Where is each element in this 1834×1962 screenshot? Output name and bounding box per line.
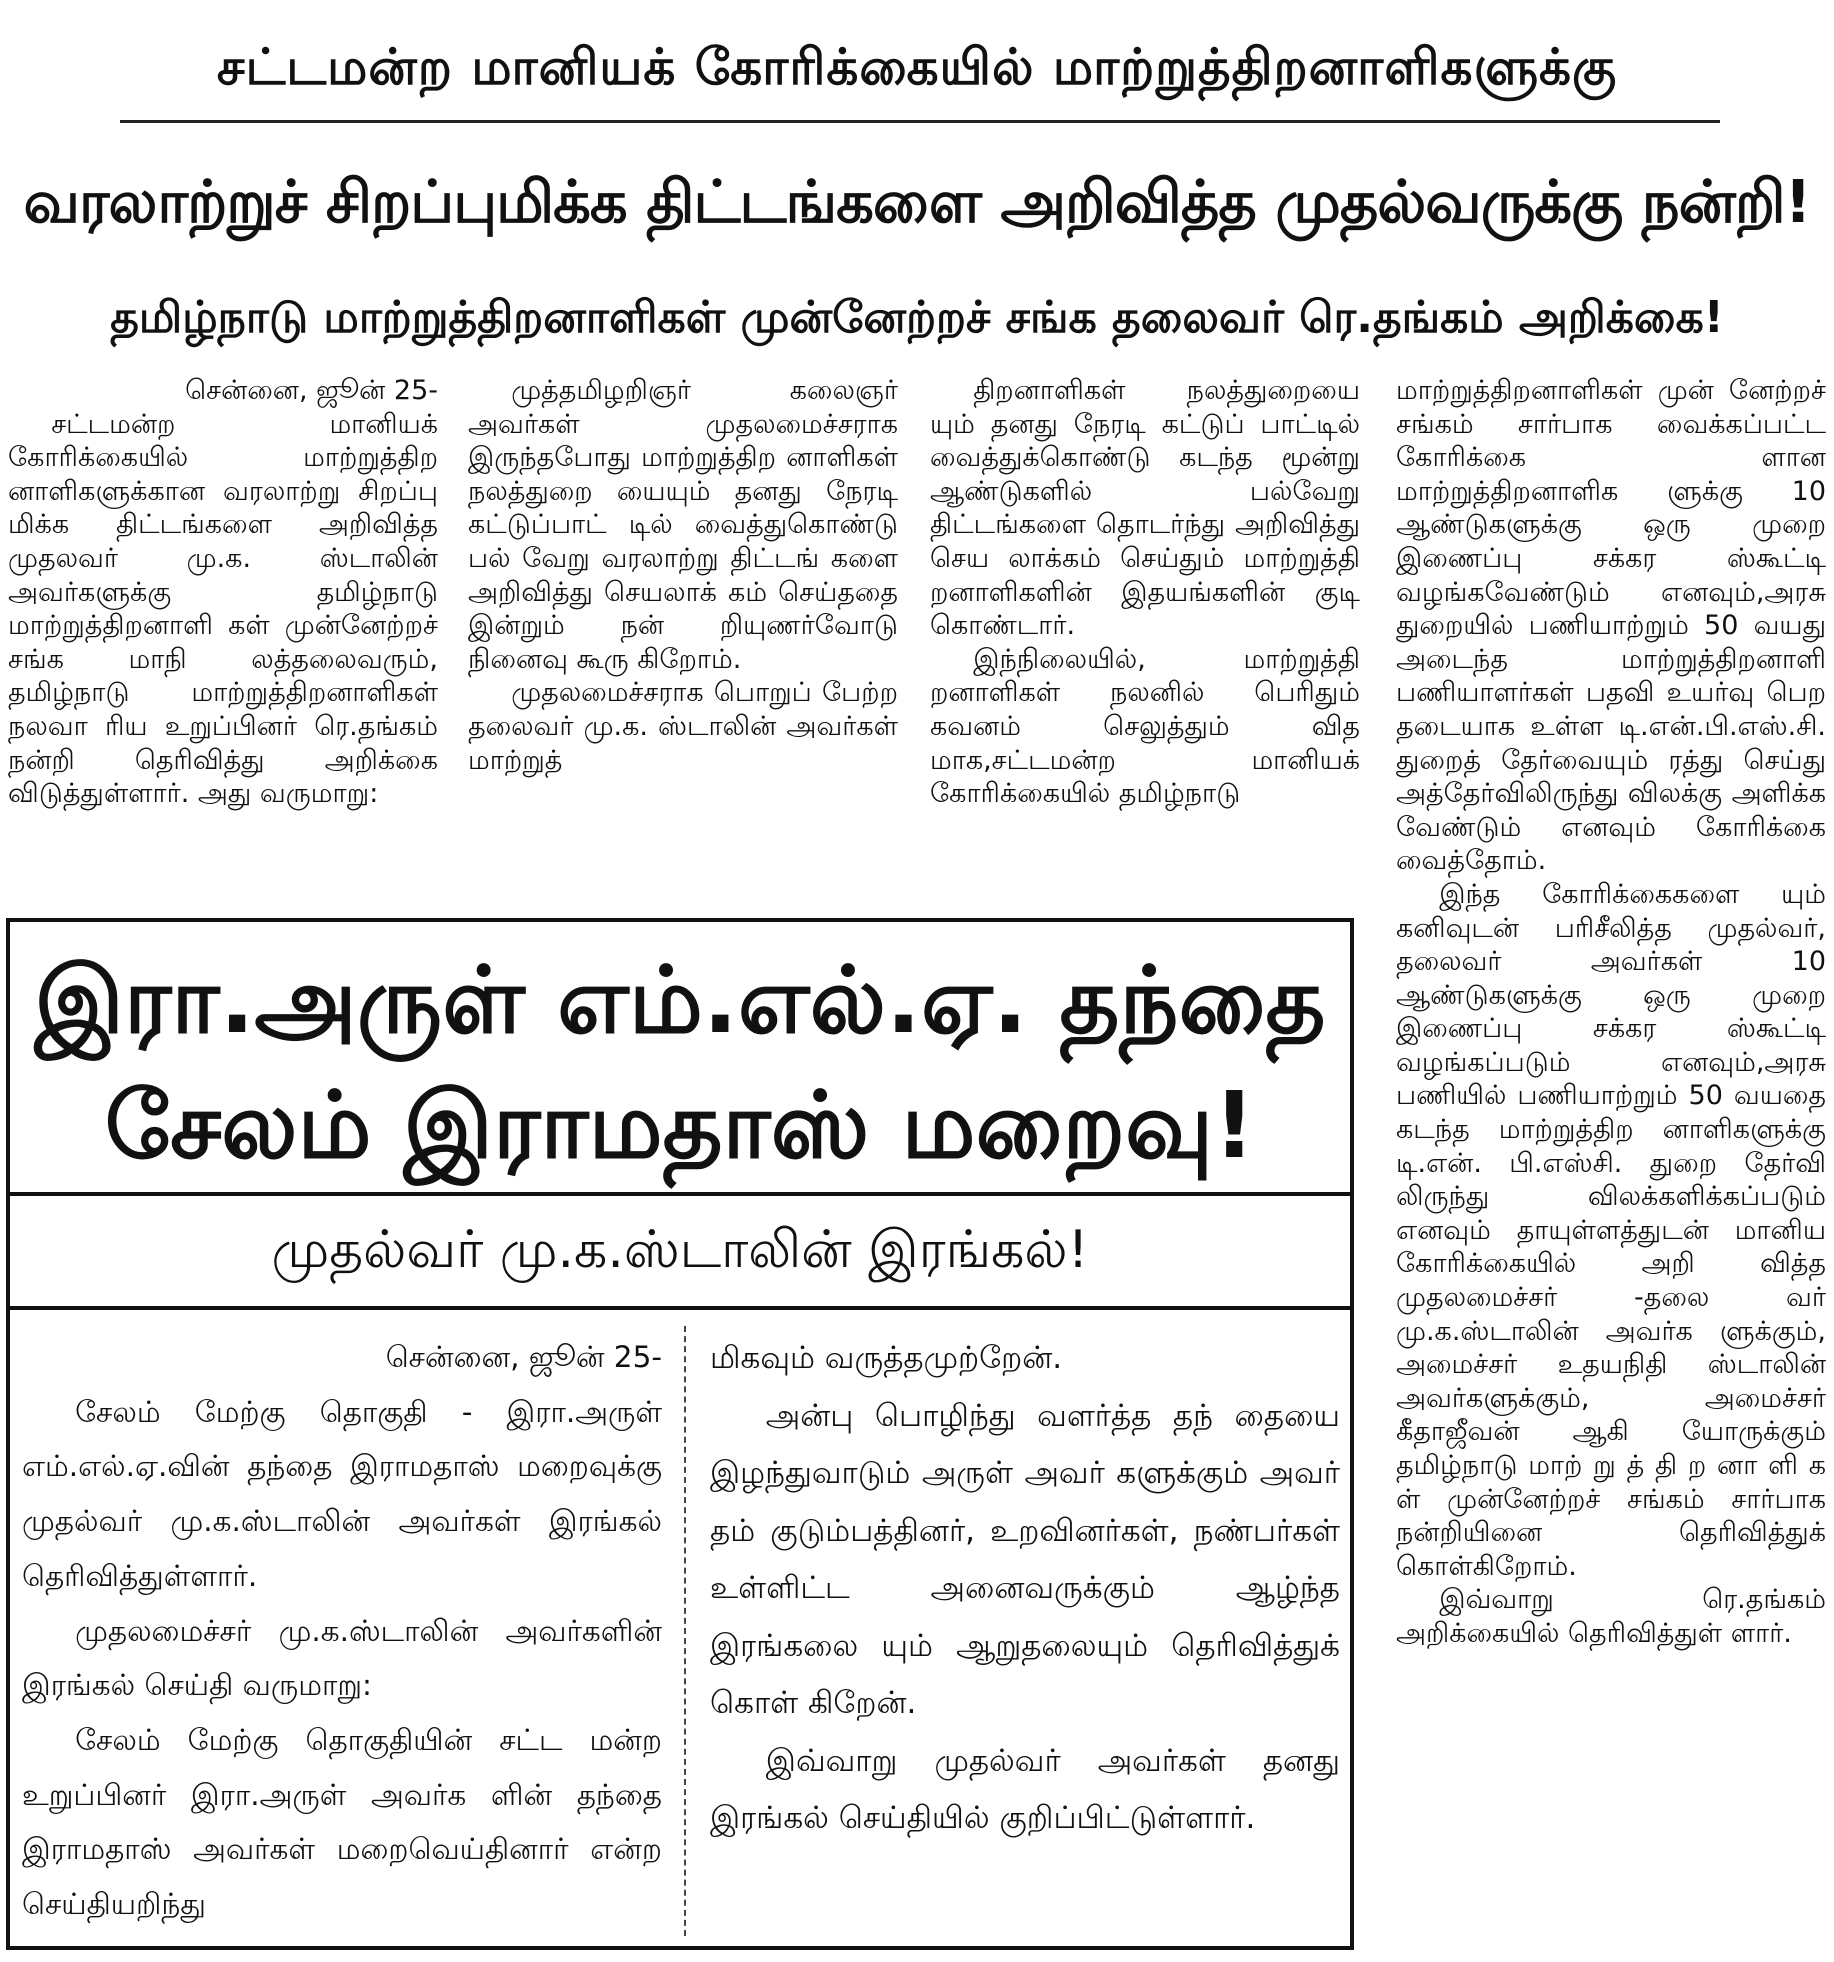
article-column-1 (8, 374, 438, 904)
obituary-title-line-1: இரா.அருள் எம்.எல்.ஏ. தந்தை (34, 947, 1326, 1054)
paragraph: மாற்றுத்திறனாளிகள் முன் னேற்றச் சங்கம் சார்பாக வைக்கப்பட்ட கோரிக்கை ளான மாற்றுத்திறனாளிக ளுக்கு 10 ஆண்டுகளுக்கு ஒரு முறை இணைப்பு சக்கர ஸ்கூட்டி வழங்கவேண்டும் எனவும்,அரசு துறையில் பணியாற்றும் 50 வயது அடைந்த மாற்றுத்திறனாளி பணியாளர்கள் பதவி உயர்வு பெற தடையாக உள்ள டி.என்.பி.எஸ்.சி. துறைத் தேர்வையும் ரத்து செய்து அத்தேர்விலிருந்து விலக்கு அளிக்க வேண்டும் எனவும் கோரிக்கை வைத்தோம். (1396, 375, 1826, 877)
paragraph: இந்நிலையில், மாற்றுத்தி றனாளிகள் நலனில் பெரிதும் கவனம் செலுத்தும் வித மாக,சட்டமன்ற மானியக் கோரிக்கையில் தமிழ்நாடு (930, 643, 1360, 810)
paragraph: முத்தமிழறிஞர் கலைஞர் அவர்கள் முதலமைச்சராக இருந்தபோது மாற்றுத்திற னாளிகள் நலத்துறை யையும் தனது நேரடி கட்டுப்பாட் டில் வைத்துகொண்டு பல் வேறு வரலாற்று திட்டங் களை அறிவித்து செயலாக் கம் செய்ததை இன்றும் நன் றியுணர்வோடு நினைவு கூரு கிறோம். (468, 375, 898, 675)
box-divider-rule (10, 1192, 1350, 1196)
obituary-subtitle: முதல்வர் மு.க.ஸ்டாலின் இரங்கல்! (271, 1219, 1089, 1280)
paragraph: இந்த கோரிக்கைகளை யும் கனிவுடன் பரிசீலித்த முதல்வர், தலைவர் அவர்கள் 10 ஆண்டுகளுக்கு ஒரு முறை இணைப்பு சக்கர ஸ்கூட்டி வழங்கப்படும் எனவும்,அரசு பணியில் பணியாற்றும் 50 வயதை கடந்த மாற்றுத்திற னாளிகளுக்கு டி.என். பி.எஸ்சி. துறை தேர்வி லிருந்து விலக்களிக்கப்படும் எனவும் தாயுள்ளத்துடன் மானிய கோரிக்கையில் அறி வித்த முதலமைச்சர் -தலை வர் மு.க.ஸ்டாலின் அவர்க ளுக்கும், அமைச்சர் உதயநிதி ஸ்டாலின் அவர்களுக்கும், அமைச்சர் கீதாஜீவன் ஆகி யோருக்கும் தமிழ்நாடு மாற் று த் தி ற னா ளி க ள் முன்னேற்றச் சங்கம் சார்பாக நன்றியினை தெரிவித்துக் கொள்கிறோம். (1396, 878, 1826, 1582)
paragraph: முதலமைச்சராக பொறுப் பேற்ற தலைவர் மு.க. ஸ்டாலின் அவர்கள் மாற்றுத் (468, 677, 898, 776)
paragraph: அன்பு பொழிந்து வளர்த்த தந் தையை இழந்துவாடும் அருள் அவர் களுக்கும் அவர் தம் குடும்பத்தினர், உறவினர்கள், நண்பர்கள் உள்ளிட்ட அனைவருக்கும் ஆழ்ந்த இரங்கலை யும் ஆறுதலையும் தெரிவித்துக் கொள் கிறேன். (710, 1397, 1340, 1721)
box-divider-rule (10, 1306, 1350, 1310)
paragraph: சேலம் மேற்கு தொகுதி - இரா.அருள் எம்.எல்.ஏ.வின் தந்தை இராமதாஸ் மறைவுக்கு முதல்வர் மு.க.ஸ்டாலின் அவர்கள் இரங்கல் தெரிவித்துள்ளார். (22, 1394, 662, 1593)
dateline: சென்னை, ஜூன் 25- (185, 375, 438, 406)
obituary-title-line-2: சேலம் இராமதாஸ் மறைவு! (104, 1072, 1256, 1179)
paragraph: சட்டமன்ற மானியக் கோரிக்கையில் மாற்றுத்திற னாளிகளுக்கான வரலாற்று சிறப்பு மிக்க திட்டங்களை அறிவித்த முதலவர் மு.க. ஸ்டாலின் அவர்களுக்கு தமிழ்நாடு மாற்றுத்திறனாளி கள் முன்னேற்றச் சங்க மாநி லத்தலைவரும், தமிழ்நாடு மாற்றுத்திறனாளிகள் நலவா ரிய உறுப்பினர் ரெ.தங்கம் நன்றி தெரிவித்து அறிக்கை விடுத்துள்ளார். அது வருமாறு: (8, 408, 438, 810)
obituary-column-2 (710, 1330, 1340, 1940)
kicker-rule (120, 120, 1720, 123)
paragraph: மிகவும் வருத்தமுற்றேன். (710, 1340, 1063, 1376)
column-divider (684, 1326, 686, 1936)
paragraph: இவ்வாறு ரெ.தங்கம் அறிக்கையில் தெரிவித்துள் ளார். (1396, 1584, 1826, 1649)
paragraph: இவ்வாறு முதல்வர் அவர்கள் தனது இரங்கல் செய்தியில் குறிப்பிட்டுள்ளார். (710, 1742, 1340, 1836)
paragraph: சேலம் மேற்கு தொகுதியின் சட்ட மன்ற உறுப்பினர் இரா.அருள் அவர்க ளின் தந்தை இராமதாஸ் அவர்கள் மறைவெய்தினார் என்ற செய்தியறிந்து (22, 1723, 662, 1922)
kicker-headline: சட்டமன்ற மானியக் கோரிக்கையில் மாற்றுத்திறனாளிகளுக்கு (216, 37, 1618, 96)
obituary-box (6, 918, 1354, 1950)
main-headline: வரலாற்றுச் சிறப்புமிக்க திட்டங்களை அறிவித்த முதல்வருக்கு நன்றி! (23, 166, 1811, 236)
article-column-3 (930, 374, 1360, 904)
paragraph: முதலமைச்சர் மு.க.ஸ்டாலின் அவர்களின் இரங்கல் செய்தி வருமாறு: (22, 1613, 662, 1703)
article-column-2 (468, 374, 898, 904)
paragraph: திறனாளிகள் நலத்துறையை யும் தனது நேரடி கட்டுப் பாட்டில் வைத்துக்கொண்டு கடந்த மூன்று ஆண்டுகளில் பல்வேறு திட்டங்களை தொடர்ந்து அறிவித்து செய லாக்கம் செய்தும் மாற்றுத்தி றனாளிகளின் இதயங்களின் குடி கொண்டார். (930, 375, 1360, 642)
dateline: சென்னை, ஜூன் 25- (385, 1340, 662, 1374)
article-column-4 (1396, 374, 1826, 1956)
obituary-column-1 (22, 1330, 662, 1940)
sub-headline: தமிழ்நாடு மாற்றுத்திறனாளிகள் முன்னேற்றச் சங்க தலைவர் ரெ.தங்கம் அறிக்கை! (110, 291, 1724, 343)
